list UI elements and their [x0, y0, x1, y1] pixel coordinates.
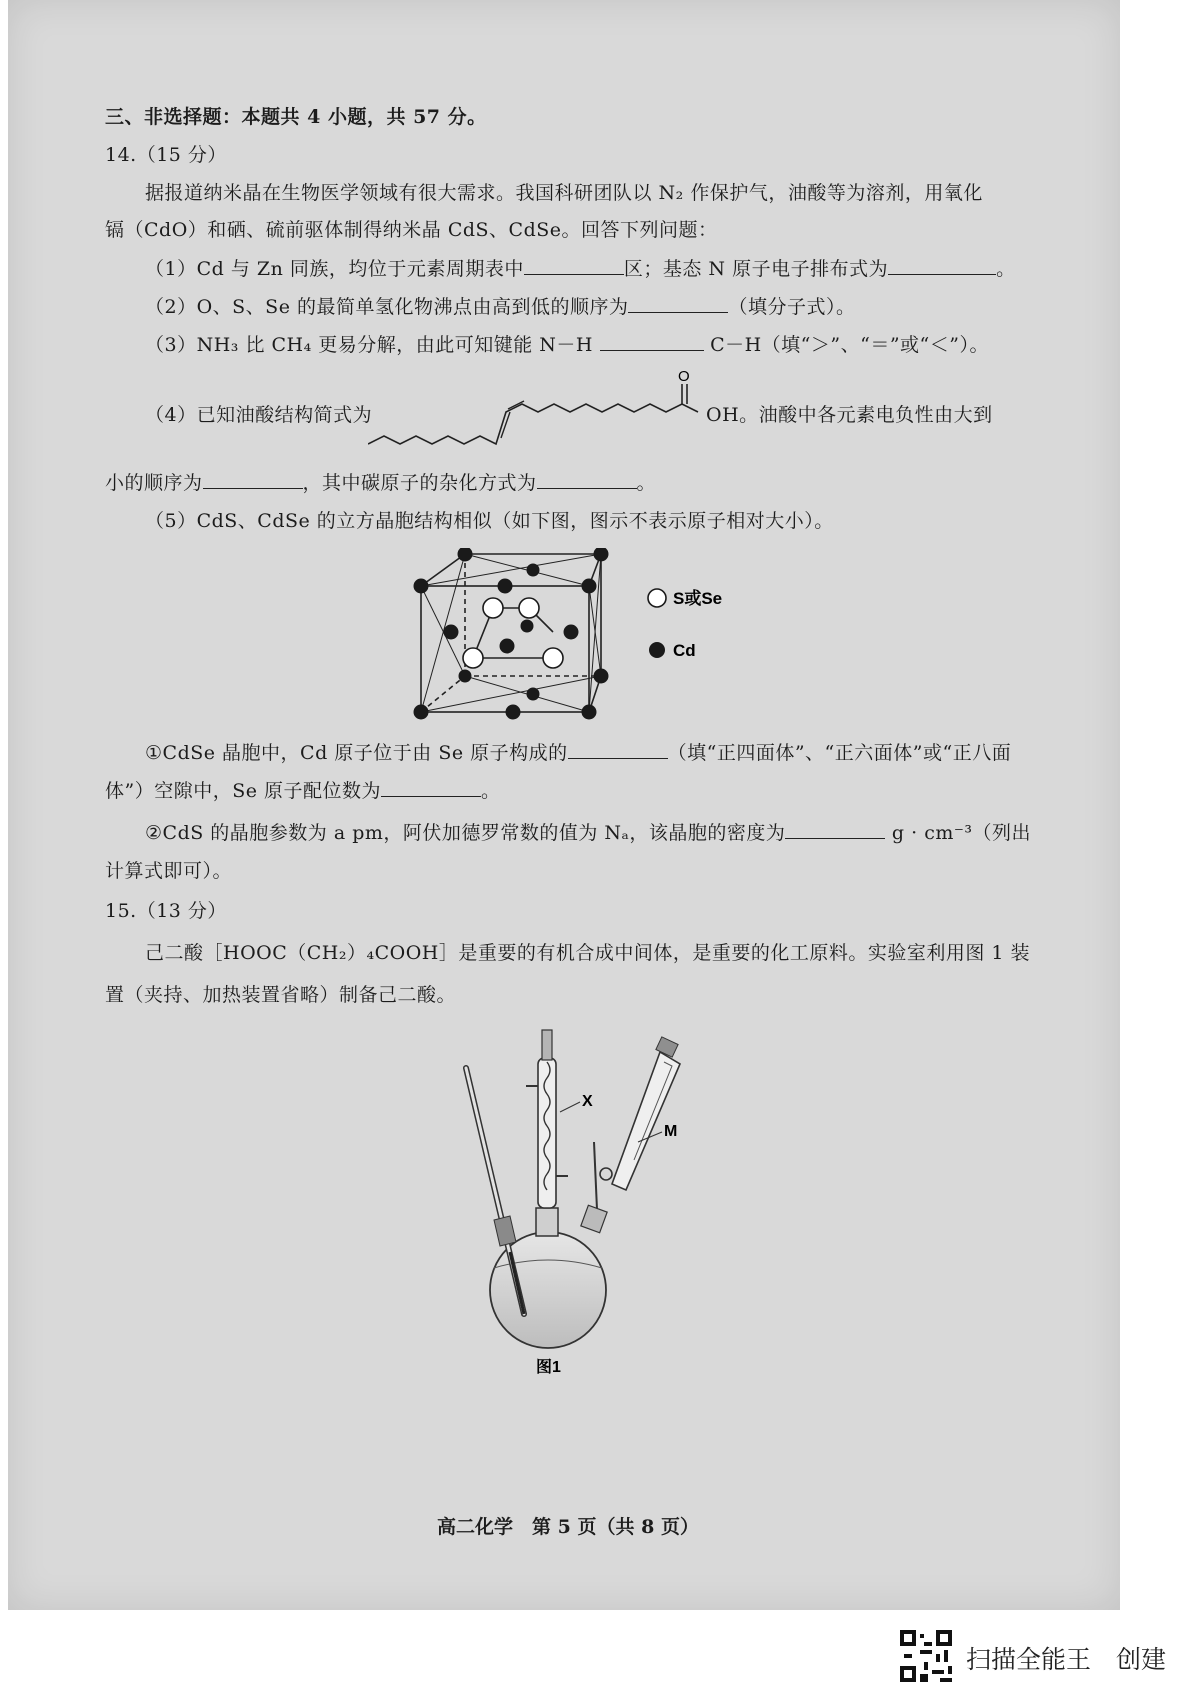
- q14-sub1-text-a: ①CdSe 晶胞中，Cd 原子位于由 Se 原子构成的: [145, 742, 568, 764]
- q15-number: 15.（13 分）: [105, 900, 227, 922]
- q14-sub2-line2: 计算式即可）。: [105, 860, 233, 882]
- scanner-mark-text: 扫描全能王 创建: [966, 1645, 1167, 1674]
- q14-part1-text-a: （1）Cd 与 Zn 同族，均位于元素周期表中: [145, 258, 524, 280]
- q14-sub1-line2-b: 。: [481, 780, 501, 802]
- q14-sub1-text-b: （填“正四面体”、“正六面体”或“正八面: [667, 742, 1012, 764]
- q15-intro-line1: 己二酸［HOOC（CH₂）₄COOH］是重要的有机合成中间体，是重要的化工原料。实验室利用图 1 装: [145, 942, 1031, 964]
- apparatus-figure: [448, 1022, 718, 1378]
- q14-part2: [145, 294, 856, 320]
- oh-label: OH。: [706, 404, 759, 426]
- q14-part3-text-b: C－H（填“＞”、“＝”或“＜”）。: [710, 334, 989, 356]
- q14-sub2-text-a: ②CdS 的晶胞参数为 a pm，阿伏加德罗常数的值为 Nₐ，该晶胞的密度为: [145, 822, 786, 844]
- q14-part4-prefix: （4）已知油酸结构简式为: [145, 404, 373, 426]
- answer-blank[interactable]: [785, 820, 885, 839]
- q14-part1-text-b: 区；基态 N 原子电子排布式为: [623, 258, 889, 280]
- q14-part5: （5）CdS、CdSe 的立方晶胞结构相似（如下图，图示不表示原子相对大小）。: [145, 510, 834, 532]
- q14-part4-line2-c: 。: [636, 472, 657, 494]
- answer-blank[interactable]: [537, 470, 637, 489]
- page-footer: 高二化学 第 5 页（共 8 页）: [437, 1516, 699, 1538]
- q14-part2-text-b: （填分子式）。: [728, 296, 856, 318]
- label-m: M: [664, 1123, 678, 1140]
- legend-s-se-marker: [648, 589, 666, 607]
- answer-blank[interactable]: [628, 294, 728, 313]
- legend-cd-marker: [649, 642, 665, 658]
- q14-part4-line2: [105, 470, 656, 496]
- reflux-condenser-x: [526, 1030, 593, 1208]
- q14-sub1: [145, 740, 1011, 766]
- q14-sub1-line2: [105, 778, 501, 804]
- q14-part4-line2-a: 小的顺序为: [105, 472, 203, 494]
- scanner-watermark: [900, 1630, 1190, 1678]
- figure-caption: 图1: [536, 1359, 561, 1376]
- q14-sub1-line2-a: 体”）空隙中，Se 原子配位数为: [105, 780, 382, 802]
- answer-blank[interactable]: [203, 470, 303, 489]
- answer-blank[interactable]: [381, 778, 481, 797]
- q14-part1: [145, 256, 1016, 282]
- q15-intro-line2: 置（夹持、加热装置省略）制备己二酸。: [105, 984, 457, 1006]
- answer-blank[interactable]: [888, 256, 996, 275]
- crystal-cell-diagram: [403, 548, 743, 726]
- q14-part4-line2-b: ，其中碳原子的杂化方式为: [302, 472, 537, 494]
- q14-number: 14.（15 分）: [105, 144, 227, 166]
- q14-part1-text-c: 。: [996, 258, 1016, 280]
- q14-part4-text-b: 油酸中各元素电负性由大到: [758, 404, 993, 426]
- q14-part3: [145, 332, 989, 358]
- carbonyl-o-label: O: [678, 368, 690, 385]
- exam-page: [8, 0, 1120, 1610]
- answer-blank[interactable]: [600, 332, 704, 351]
- q14-part4-suffix: [706, 402, 993, 428]
- label-x: X: [582, 1093, 593, 1110]
- q14-sub2-text-b: g · cm⁻³（列出: [891, 822, 1032, 844]
- q14-intro-line2: 镉（CdO）和硒、硫前驱体制得纳米晶 CdS、CdSe。回答下列问题：: [105, 219, 718, 241]
- q14-intro-line1: 据报道纳米晶在生物医学领域有很大需求。我国科研团队以 N₂ 作保护气，油酸等为溶剂，用氧化: [145, 182, 983, 204]
- section-header: 三、非选择题：本题共 4 小题，共 57 分。: [105, 106, 487, 128]
- oleic-acid-structure: [368, 368, 728, 450]
- qr-code-icon: [900, 1630, 952, 1682]
- dropping-funnel-m: [581, 1037, 680, 1233]
- q14-part2-text-a: （2）O、S、Se 的最简单氢化物沸点由高到低的顺序为: [145, 296, 629, 318]
- answer-blank[interactable]: [524, 256, 624, 275]
- legend-cd-label: Cd: [673, 641, 696, 660]
- answer-blank[interactable]: [568, 740, 668, 759]
- q14-sub2: [145, 820, 1031, 846]
- q14-part3-text-a: （3）NH₃ 比 CH₄ 更易分解，由此可知键能 N－H: [145, 334, 593, 356]
- legend-s-se-label: S或Se: [673, 589, 723, 608]
